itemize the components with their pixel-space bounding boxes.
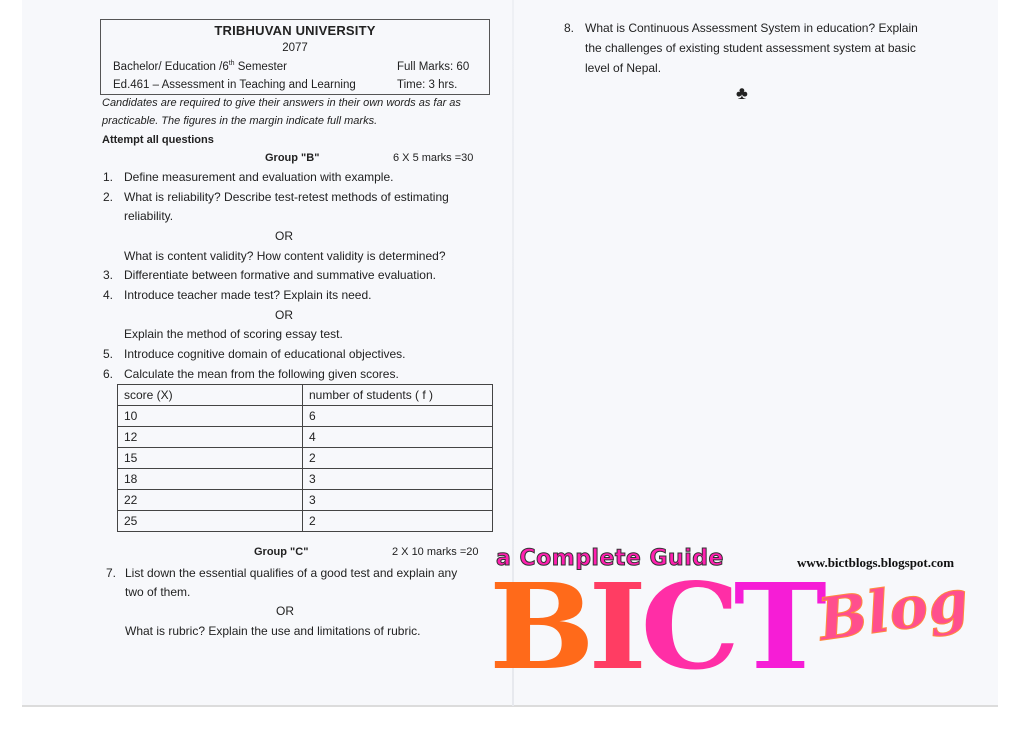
paper-edge [22, 705, 998, 707]
table-header-row [118, 385, 493, 406]
column-header-score: score (X) [118, 385, 303, 406]
frequency-cell: 3 [303, 490, 493, 511]
logo-letter: T [733, 557, 821, 696]
question-3: Differentiate between formative and summative evaluation. [124, 268, 436, 282]
attempt-all: Attempt all questions [102, 134, 214, 146]
group-c-title: Group "C" [254, 546, 309, 558]
frequency-cell: 4 [303, 427, 493, 448]
logo-letter: I [588, 557, 641, 696]
instructions-line-1: Candidates are required to give their answers in their own words as far as [102, 97, 461, 109]
score-cell: 12 [118, 427, 303, 448]
frequency-cell: 2 [303, 511, 493, 532]
question-1: Define measurement and evaluation with example. [124, 170, 394, 184]
table-row [118, 511, 493, 532]
group-b-title: Group "B" [265, 152, 320, 164]
frequency-cell: 2 [303, 448, 493, 469]
group-c-marks: 2 X 10 marks =20 [392, 546, 479, 558]
question-number: 1. [103, 170, 114, 184]
table-row [118, 406, 493, 427]
question-4-alternative: Explain the method of scoring essay test. [124, 327, 343, 341]
watermark-script: Blog [813, 565, 973, 655]
question-6: Calculate the mean from the following given scores. [124, 367, 399, 381]
university-name: TRIBHUVAN UNIVERSITY [214, 23, 376, 38]
score-cell: 22 [118, 490, 303, 511]
or-label: OR [275, 308, 293, 322]
course-title: Ed.461 – Assessment in Teaching and Learning [113, 79, 356, 91]
question-2-line-1: What is reliability? Describe test-retest methods of estimating [124, 190, 449, 204]
question-number: 7. [106, 566, 117, 580]
or-label: OR [275, 229, 293, 243]
exam-year: 2077 [282, 42, 308, 54]
club-end-icon: ♣ [736, 83, 748, 103]
question-number: 6. [103, 367, 114, 381]
group-b-marks: 6 X 5 marks =30 [393, 152, 474, 164]
watermark-url: www.bictblogs.blogspot.com [797, 555, 955, 570]
frequency-cell: 6 [303, 406, 493, 427]
frequency-cell: 3 [303, 469, 493, 490]
question-2-alternative: What is content validity? How content validity is determined? [124, 249, 446, 263]
exam-header-box [100, 19, 490, 95]
question-number: 5. [103, 347, 114, 361]
logo-letter: B [489, 557, 589, 696]
score-cell: 10 [118, 406, 303, 427]
question-7-line-1: List down the essential qualifies of a good test and explain any [125, 566, 458, 580]
question-5: Introduce cognitive domain of educational objectives. [124, 347, 406, 361]
question-number: 8. [564, 21, 575, 35]
question-number: 4. [103, 288, 114, 302]
score-cell: 15 [118, 448, 303, 469]
table-row [118, 490, 493, 511]
question-7-alternative: What is rubric? Explain the use and limitations of rubric. [125, 624, 421, 638]
score-cell: 25 [118, 511, 303, 532]
column-header-students: number of students ( f ) [303, 385, 493, 406]
score-table [117, 384, 493, 532]
table-row [118, 469, 493, 490]
logo-letter: C [640, 557, 734, 696]
question-4: Introduce teacher made test? Explain its need. [124, 288, 372, 302]
question-8-line-3: level of Nepal. [585, 61, 662, 75]
or-label: OR [276, 604, 294, 618]
exam-time: Time: 3 hrs. [397, 79, 458, 91]
question-7-line-2: two of them. [125, 585, 191, 599]
question-number: 3. [103, 268, 114, 282]
watermark-tagline: a Complete Guide [496, 546, 724, 571]
question-2-line-2: reliability. [124, 209, 174, 223]
table-row [118, 427, 493, 448]
score-cell: 18 [118, 469, 303, 490]
program-line: Bachelor/ Education /6th Semester [113, 60, 287, 73]
question-8-line-1: What is Continuous Assessment System in education? Explain [585, 21, 918, 35]
question-number: 2. [103, 190, 114, 204]
table-row [118, 448, 493, 469]
full-marks: Full Marks: 60 [397, 61, 470, 73]
instructions-line-2: practicable. The figures in the margin indicate full marks. [102, 115, 378, 127]
question-8-line-2: the challenges of existing student assessment system at basic [585, 41, 916, 55]
